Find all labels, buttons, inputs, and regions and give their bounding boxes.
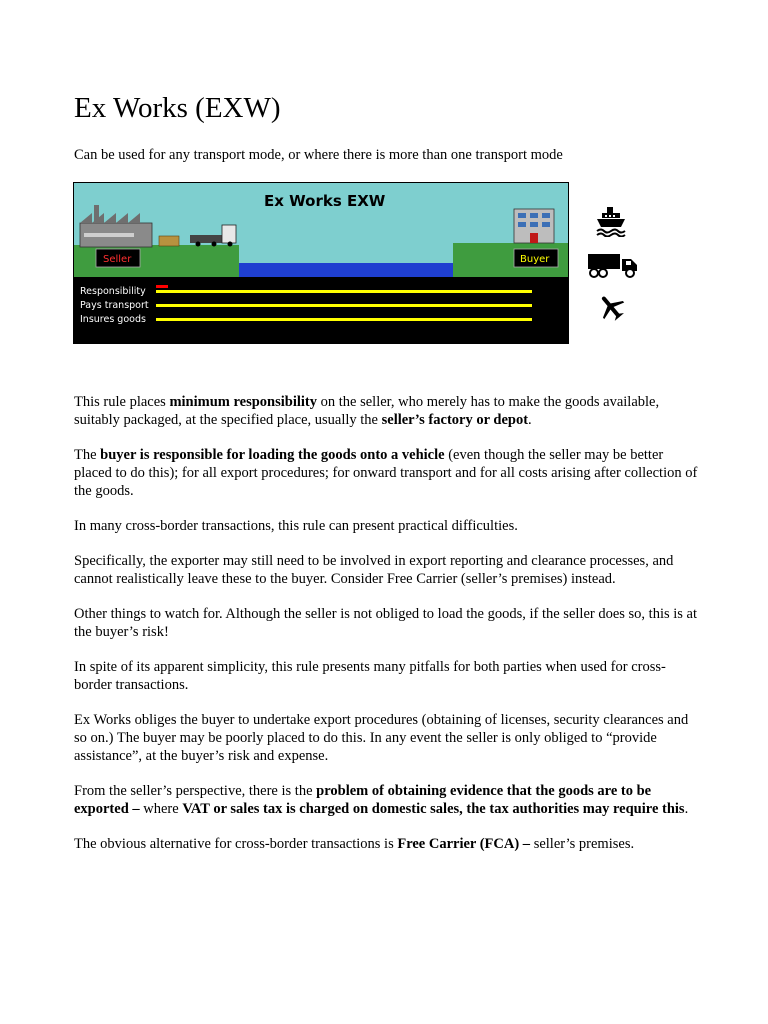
responsibility-bar [156,290,532,293]
paragraph-watch-for: Other things to watch for. Although the seller is not obliged to load the goods, if the seller does so, this is at the buyer’s risk! [74,606,698,640]
body-text [74,393,702,870]
row-label-insures-goods: Insures goods [80,314,146,325]
row-label-pays-transport: Pays transport [80,300,149,311]
buyer-building-icon [514,209,554,243]
paragraph-export-procedures: Ex Works obliges the buyer to undertake export procedures (obtaining of licenses, security clearances and so on.) The buyer may be poorly placed to do this. In any event the seller is only obliged to “provide assistance”, at the buyer’s risk and expense. [74,712,689,764]
paragraph-evidence-problem: From the seller’s perspective, there is the problem of obtaining evidence that the goods are to be exported – where VAT or sales tax is charged on domestic sales, the tax authorities may require this. [74,783,689,817]
pallet-icon [159,236,179,246]
airplane-icon [596,292,626,322]
paragraph-alternative: The obvious alternative for cross-border transactions is Free Carrier (FCA) – seller’s premises. [74,836,635,852]
page-subtitle: Can be used for any transport mode, or where there is more than one transport mode [74,147,563,163]
row-label-responsibility: Responsibility [80,286,146,297]
paragraph-export-reporting: Specifically, the exporter may still need to be involved in export reporting and clearance processes, and cannot realistically leave these to the buyer. Consider Free Carrier (seller’s premises) instead. [74,553,674,587]
paragraph-buyer-responsibility: The buyer is responsible for loading the goods onto a vehicle (even though the seller may be better placed to do this); for all export procedures; for onward transport and for all costs arising after collection of the goods. [74,447,698,499]
transport-icons [586,205,646,330]
responsibility-marker [156,285,168,288]
ship-icon [596,205,626,237]
seller-label: Seller [103,254,132,265]
exw-diagram [73,182,569,344]
truck-icon [586,251,640,279]
paragraph-practical-difficulties: In many cross-border transactions, this rule can present practical difficulties. [74,518,518,534]
water [239,263,453,277]
paragraph-pitfalls: In spite of its apparent simplicity, this rule presents many pitfalls for both parties when used for cross-border transactions. [74,659,666,693]
page-title: Ex Works (EXW) [74,92,281,124]
insures-goods-bar [156,318,532,321]
diagram-title: Ex Works EXW [264,192,386,210]
pays-transport-bar [156,304,532,307]
buyer-label: Buyer [520,254,550,265]
paragraph-minimum-responsibility: This rule places minimum responsibility on the seller, who merely has to make the goods available, suitably packaged, at the specified place, usually the seller’s factory or depot. [74,394,660,428]
